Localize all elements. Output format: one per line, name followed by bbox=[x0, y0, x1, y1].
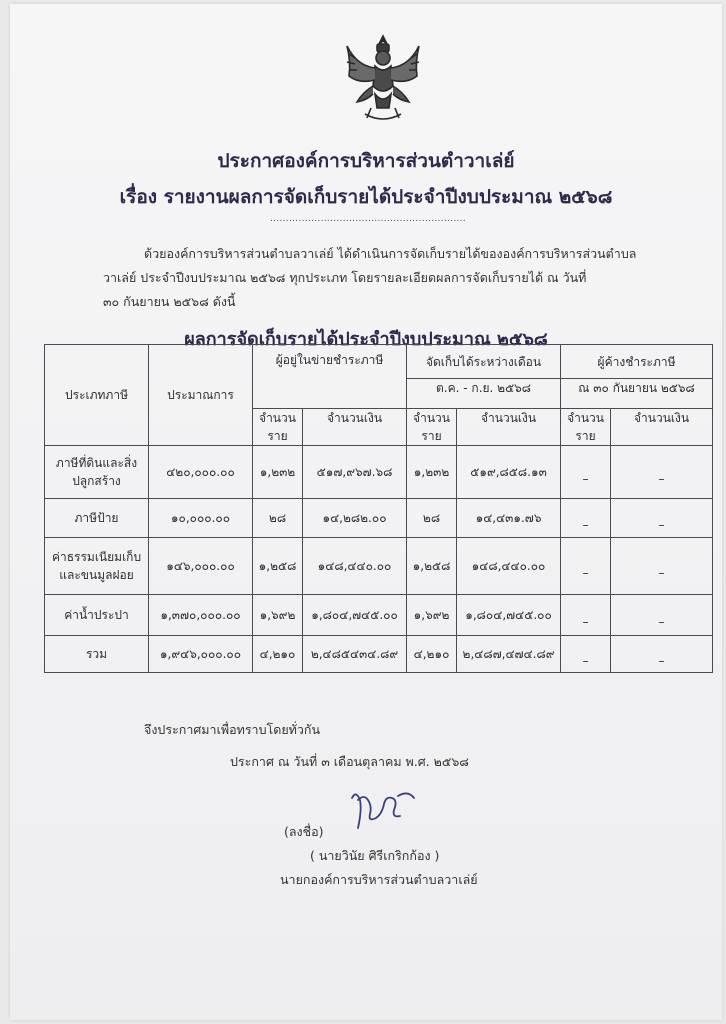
row-col-amount: ๕๑๙,๘๕๘.๑๓ bbox=[457, 446, 561, 499]
row-category: ภาษีที่ดินและสิ่ง ปลูกสร้าง bbox=[45, 446, 149, 499]
row-category: รวม bbox=[45, 636, 149, 673]
closing-announce: จึงประกาศมาเพื่อทราบโดยทั่วกัน bbox=[144, 722, 321, 737]
intro-line-1: ด้วยองค์การบริหารส่วนตำบลวาเล่ย์ ได้ดำเนินการจัดเก็บรายได้ขององค์การบริหารส่วนตำบล bbox=[144, 246, 637, 261]
signer-position: นายกองค์การบริหารส่วนตำบลวาเล่ย์ bbox=[280, 872, 478, 887]
row-col-amount: ๑๔๘,๔๔๐.๐๐ bbox=[457, 538, 561, 595]
row-col-count: ๑,๖๙๒ bbox=[407, 595, 457, 636]
row-estimate: ๑๔๖,๐๐๐.๐๐ bbox=[149, 538, 253, 595]
row-out-amount: – bbox=[611, 538, 713, 595]
row-col-count: ๑,๒๓๒ bbox=[407, 446, 457, 499]
header-col-amount: จำนวนเงิน bbox=[457, 409, 561, 446]
row-reg-amount: ๑,๘๐๔,๗๔๕.๐๐ bbox=[303, 595, 407, 636]
row-out-count: – bbox=[561, 595, 611, 636]
handwritten-signature bbox=[342, 786, 422, 836]
title-separator: .............................................................. bbox=[270, 214, 466, 224]
announcement-title: ประกาศองค์การบริหารส่วนตำวาเล่ย์ bbox=[217, 150, 515, 172]
header-tax-type: ประเภทภาษี bbox=[45, 345, 149, 446]
header-estimate: ประมาณการ bbox=[149, 345, 253, 446]
row-col-amount: ๒,๔๘๗,๔๗๔.๘๙ bbox=[457, 636, 561, 673]
row-out-amount: – bbox=[611, 595, 713, 636]
row-reg-count: ๒๘ bbox=[253, 499, 303, 538]
table-row bbox=[45, 538, 713, 595]
row-estimate: ๑๐,๐๐๐.๐๐ bbox=[149, 499, 253, 538]
row-col-count: ๑,๒๕๘ bbox=[407, 538, 457, 595]
intro-line-2: วาเล่ย์ ประจำปีงบประมาณ ๒๕๖๘ ทุกประเภท โดยรายละเอียดผลการจัดเก็บรายได้ ณ วันที่ bbox=[103, 270, 587, 285]
header-reg-count: จำนวน ราย bbox=[253, 409, 303, 446]
row-reg-amount: ๑๔๘,๔๔๐.๐๐ bbox=[303, 538, 407, 595]
revenue-table bbox=[44, 344, 713, 673]
header-collected-period: ต.ค. - ก.ย. ๒๕๖๘ bbox=[407, 379, 561, 409]
table-row-total bbox=[45, 636, 713, 673]
row-reg-count: ๑,๖๙๒ bbox=[253, 595, 303, 636]
row-estimate: ๑,๓๗๐,๐๐๐.๐๐ bbox=[149, 595, 253, 636]
row-reg-count: ๑,๒๕๘ bbox=[253, 538, 303, 595]
header-collected: จัดเก็บได้ระหว่างเดือน bbox=[407, 345, 561, 379]
row-out-count: – bbox=[561, 446, 611, 499]
row-col-count: ๔,๒๑๐ bbox=[407, 636, 457, 673]
announcement-subject: เรื่อง รายงานผลการจัดเก็บรายได้ประจำปีงบประมาณ ๒๕๖๘ bbox=[119, 186, 613, 208]
header-col-count: จำนวน ราย bbox=[407, 409, 457, 446]
closing-date: ประกาศ ณ วันที่ ๓ เดือนตุลาคม พ.ศ. ๒๕๖๘ bbox=[230, 754, 469, 769]
row-out-amount: – bbox=[611, 636, 713, 673]
header-out-count: จำนวน ราย bbox=[561, 409, 611, 446]
header-outstanding: ผู้ค้างชำระภาษี bbox=[561, 345, 713, 379]
row-estimate: ๔๒๐,๐๐๐.๐๐ bbox=[149, 446, 253, 499]
header-outstanding-date: ณ ๓๐ กันยายน ๒๕๖๘ bbox=[561, 379, 713, 409]
row-out-amount: – bbox=[611, 499, 713, 538]
announcement-page bbox=[10, 4, 722, 1020]
row-col-count: ๒๘ bbox=[407, 499, 457, 538]
garuda-emblem-icon bbox=[335, 30, 431, 126]
sign-label: (ลงชื่อ) bbox=[284, 824, 324, 839]
row-category: ภาษีป้าย bbox=[45, 499, 149, 538]
row-category: ค่าน้ำประปา bbox=[45, 595, 149, 636]
table-title: ผลการจัดเก็บรายได้ประจำปีงบประมาณ ๒๕๖๘ bbox=[184, 329, 548, 350]
row-out-count: – bbox=[561, 538, 611, 595]
row-out-count: – bbox=[561, 499, 611, 538]
table-row bbox=[45, 595, 713, 636]
row-reg-amount: ๕๑๗,๙๖๗.๖๘ bbox=[303, 446, 407, 499]
row-reg-count: ๑,๒๓๒ bbox=[253, 446, 303, 499]
row-reg-amount: ๒,๔๘๕๔๓๔.๘๙ bbox=[303, 636, 407, 673]
row-col-amount: ๑,๘๐๔,๗๔๕.๐๐ bbox=[457, 595, 561, 636]
row-reg-count: ๔,๒๑๐ bbox=[253, 636, 303, 673]
header-out-amount: จำนวนเงิน bbox=[611, 409, 713, 446]
intro-line-3: ๓๐ กันยายน ๒๕๖๘ ดังนี้ bbox=[103, 294, 236, 309]
row-estimate: ๑,๙๔๖,๐๐๐.๐๐ bbox=[149, 636, 253, 673]
table-row bbox=[45, 499, 713, 538]
row-out-count: – bbox=[561, 636, 611, 673]
signer-name: ( นายวินัย ศิรีเกริกก้อง ) bbox=[310, 848, 440, 863]
header-reg-amount: จำนวนเงิน bbox=[303, 409, 407, 446]
row-reg-amount: ๑๔,๒๘๒.๐๐ bbox=[303, 499, 407, 538]
header-in-register: ผู้อยู่ในข่ายชำระภาษี bbox=[253, 345, 407, 409]
table-row bbox=[45, 446, 713, 499]
row-out-amount: – bbox=[611, 446, 713, 499]
row-category: ค่าธรรมเนียมเก็บ และขนมูลฝอย bbox=[45, 538, 149, 595]
row-col-amount: ๑๔,๔๓๑.๗๖ bbox=[457, 499, 561, 538]
